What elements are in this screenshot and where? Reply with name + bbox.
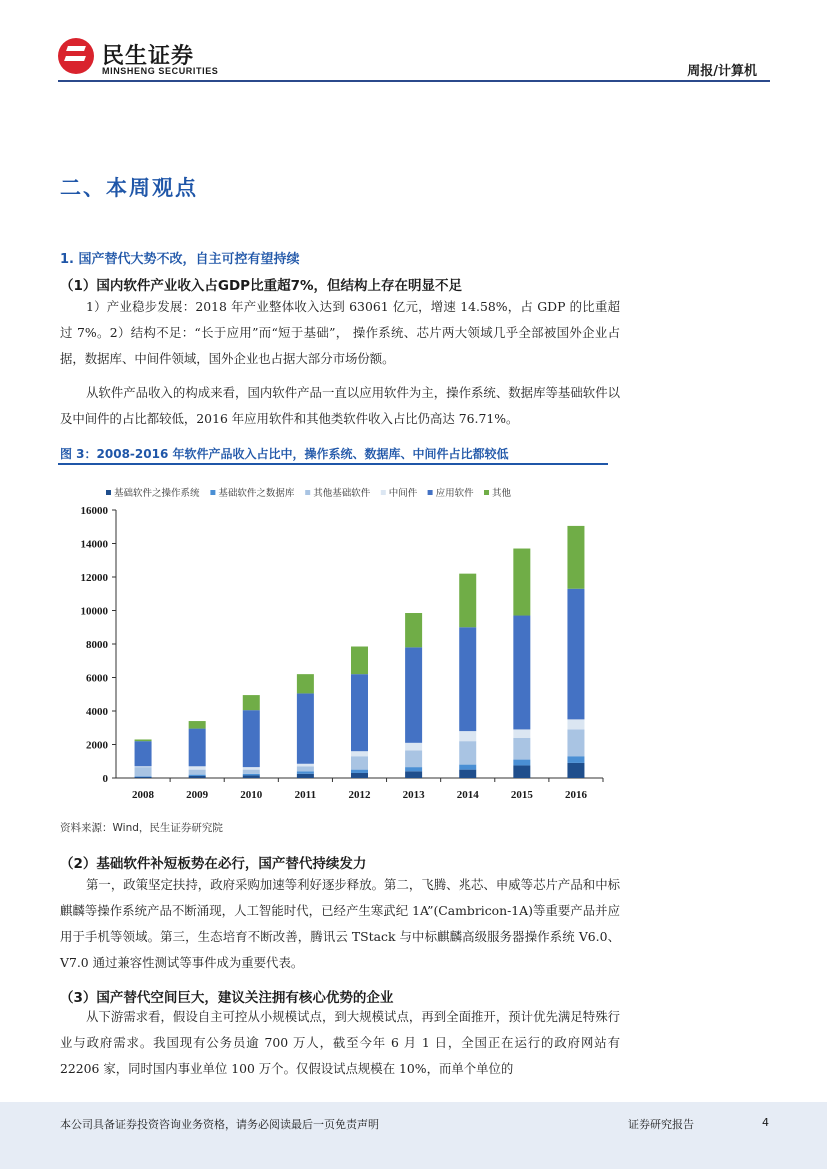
bar-segment xyxy=(351,647,368,675)
bar-segment xyxy=(351,674,368,751)
legend-label: 中间件 xyxy=(388,488,418,499)
report-type: 周报/计算机 xyxy=(687,64,757,79)
chart-svg xyxy=(58,470,618,810)
bar-segment xyxy=(567,719,584,729)
bar-segment xyxy=(459,574,476,628)
bar-segment xyxy=(351,751,368,756)
part1-heading: （1）国内软件产业收入占GDP比重超7%，但结构上存在明显不足 xyxy=(60,278,462,294)
bar-segment xyxy=(405,647,422,742)
page-number: 4 xyxy=(762,1116,769,1129)
legend-label: 基础软件之操作系统 xyxy=(114,488,200,499)
bar-segment xyxy=(297,766,314,771)
x-tick-label: 2012 xyxy=(348,789,371,801)
stacked-bar-chart xyxy=(58,470,618,810)
bar-segment xyxy=(567,756,584,763)
y-tick-label: 8000 xyxy=(86,639,108,651)
page-footer xyxy=(0,1102,827,1169)
part3-heading: （3）国产替代空间巨大，建议关注拥有核心优势的企业 xyxy=(60,990,394,1006)
legend-swatch xyxy=(381,490,386,495)
part1-paragraph-2: 从软件产品收入的构成来看，国内软件产品一直以应用软件为主，操作系统、数据库等基础软件以及中间件的占比都较低，2016 年应用软件和其他类软件收入占比仍高达 76.71%。 xyxy=(60,385,620,426)
bar-segment xyxy=(135,766,152,767)
bar-segment xyxy=(135,767,152,776)
subsection-title: 1. 国产替代大势不改，自主可控有望持续 xyxy=(60,252,300,267)
bar-segment xyxy=(189,776,206,778)
legend-swatch xyxy=(428,490,433,495)
bar-segment xyxy=(513,765,530,778)
legend-label: 其他基础软件 xyxy=(313,488,371,499)
bar-segment xyxy=(297,693,314,763)
legend-label: 基础软件之数据库 xyxy=(218,488,295,499)
brand-name-cn: 民生证券 xyxy=(102,44,195,69)
bar-segment xyxy=(297,764,314,767)
bar-segment xyxy=(189,766,206,769)
bar-segment xyxy=(513,616,530,730)
bar-segment xyxy=(567,589,584,720)
bar-segment xyxy=(459,741,476,764)
section-title: 二、本周观点 xyxy=(60,176,198,200)
bar-segment xyxy=(243,710,260,767)
bar-segment xyxy=(459,627,476,731)
y-tick-label: 0 xyxy=(102,773,108,785)
bar-segment xyxy=(297,774,314,778)
x-tick-label: 2011 xyxy=(294,789,317,801)
x-tick-label: 2010 xyxy=(240,789,263,801)
bar-segment xyxy=(459,770,476,778)
bar-segment xyxy=(405,750,422,767)
y-tick-label: 10000 xyxy=(80,605,108,618)
part2-paragraph: 第一，政策坚定扶持，政府采购加速等利好逐步释放。第二，飞腾、兆芯、申威等芯片产品和中标麒麟等操作系统产品不断涌现，人工智能时代，已经产生寒武纪 1A”(Cambricon-1A)等重要产品并应用于手机等领域。第三，生态培育不断改善，腾讯云 TStack 与中标麒麟高级服务器操作系统 V6.0、V7.0 通过兼容性测试等事件成为重要代表。 xyxy=(60,877,620,970)
bar-segment xyxy=(243,770,260,774)
bar-segment xyxy=(189,729,206,767)
bar-segment xyxy=(513,760,530,766)
footer-disclaimer: 本公司具备证券投资咨询业务资格，请务必阅读最后一页免责声明 xyxy=(60,1118,379,1131)
bar-segment xyxy=(243,774,260,776)
header-divider xyxy=(58,80,770,82)
bar-segment xyxy=(567,729,584,756)
legend-label: 应用软件 xyxy=(435,488,474,499)
y-tick-label: 12000 xyxy=(80,572,108,584)
x-tick-label: 2014 xyxy=(456,789,479,801)
y-tick-label: 2000 xyxy=(86,739,108,752)
x-tick-label: 2008 xyxy=(132,789,155,801)
bar-segment xyxy=(405,771,422,778)
bar-segment xyxy=(567,526,584,589)
bar-segment xyxy=(459,765,476,770)
figure-title-divider xyxy=(58,463,608,465)
bar-segment xyxy=(135,739,152,741)
y-tick-label: 6000 xyxy=(86,672,108,685)
y-tick-label: 14000 xyxy=(80,538,108,551)
bar-segment xyxy=(189,775,206,776)
legend-swatch xyxy=(106,490,111,495)
brand-name-en: MINSHENG SECURITIES xyxy=(102,66,219,76)
legend-swatch xyxy=(305,490,310,495)
part2-heading: （2）基础软件补短板势在必行，国产替代持续发力 xyxy=(60,856,367,872)
bar-segment xyxy=(189,721,206,729)
brand-logo xyxy=(58,38,218,80)
bar-segment xyxy=(243,767,260,770)
bar-segment xyxy=(297,771,314,774)
bar-segment xyxy=(351,773,368,778)
bar-segment xyxy=(513,729,530,737)
legend-label: 其他 xyxy=(492,488,512,499)
page-header xyxy=(0,0,827,84)
figure-title: 图 3：2008-2016 年软件产品收入占比中，操作系统、数据库、中间件占比都较低 xyxy=(60,447,509,461)
bar-segment xyxy=(243,695,260,710)
legend-swatch xyxy=(210,490,215,495)
bar-segment xyxy=(135,777,152,778)
bar-segment xyxy=(243,775,260,778)
bar-segment xyxy=(405,743,422,751)
bar-segment xyxy=(189,770,206,775)
bar-segment xyxy=(405,767,422,771)
legend-swatch xyxy=(484,490,489,495)
bar-segment xyxy=(567,763,584,778)
footer-report-label: 证券研究报告 xyxy=(628,1118,694,1131)
y-tick-label: 4000 xyxy=(86,706,108,718)
bar-segment xyxy=(135,776,152,777)
part1-paragraph-1: 1）产业稳步发展：2018 年产业整体收入达到 63061 亿元，增速 14.58%，占 GDP 的比重超过 7%。2）结构不足：“长于应用”而“短于基础”， 操作系统、芯片两大领域几乎全部被国外企业占据，数据库、中间件领域，国外企业也占据大部分市场份额。 xyxy=(60,299,620,366)
x-tick-label: 2015 xyxy=(510,789,533,801)
part3-paragraph: 从下游需求看，假设自主可控从小规模试点，到大规模试点，再到全面推开，预计优先满足特殊行业与政府需求。我国现有公务员逾 700 万人，截至今年 6 月 1 日，全国正在运行的政府网站有 22206 家，同时国内事业单位 100 万个。仅假设试点规模在 10%，而单个单位的 xyxy=(60,1009,620,1076)
x-tick-label: 2016 xyxy=(564,789,587,801)
x-tick-label: 2013 xyxy=(402,789,425,801)
bar-segment xyxy=(351,756,368,769)
y-tick-label: 16000 xyxy=(80,505,108,517)
x-tick-label: 2009 xyxy=(186,789,209,801)
bar-segment xyxy=(297,674,314,693)
bar-segment xyxy=(513,738,530,760)
bar-segment xyxy=(135,741,152,766)
bar-segment xyxy=(513,549,530,616)
bar-segment xyxy=(351,770,368,773)
bar-segment xyxy=(405,613,422,647)
bar-segment xyxy=(459,731,476,741)
brand-logo-icon xyxy=(58,38,94,74)
figure-source: 资料来源：Wind，民生证券研究院 xyxy=(60,822,223,834)
